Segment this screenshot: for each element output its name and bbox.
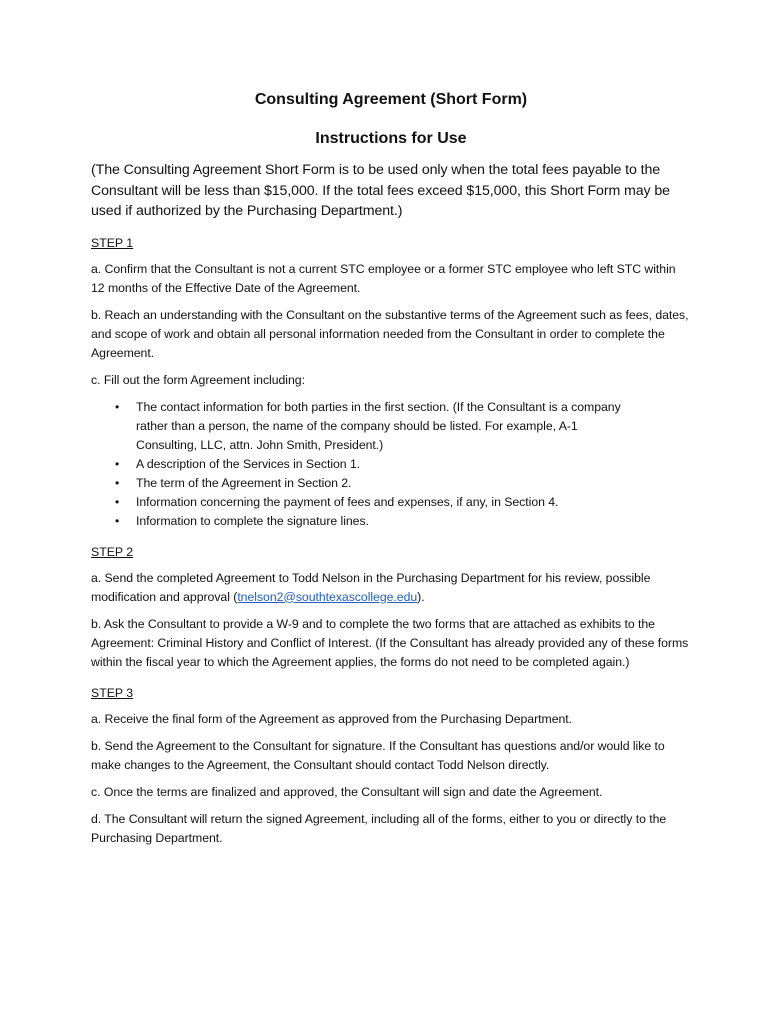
step-2-item-a-tail: ). bbox=[417, 589, 425, 604]
bullet-text: The contact information for both parties in the first section. (If the Consultant is a company rather than a person, the name of the company should be listed. For example, A-1 Consulting, LLC, attn. John Smith, President.) bbox=[136, 399, 621, 452]
bullet-icon: • bbox=[115, 456, 120, 471]
step-3-item-d: d. The Consultant will return the signed Agreement, including all of the forms, either to you or directly to the Purchasing Department. bbox=[91, 811, 667, 845]
bullet-icon: • bbox=[115, 475, 120, 490]
step-2-heading: STEP 2 bbox=[91, 544, 134, 559]
email-link[interactable]: tnelson2@southtexascollege.edu bbox=[237, 589, 418, 604]
step-3-item-a: a. Receive the final form of the Agreement as approved from the Purchasing Department. bbox=[91, 711, 573, 726]
bullet-text: Information to complete the signature lines. bbox=[136, 513, 369, 528]
step-1-heading: STEP 1 bbox=[91, 235, 134, 250]
step-3-item-c: c. Once the terms are finalized and approved, the Consultant will sign and date the Agreement. bbox=[91, 784, 603, 799]
document-title: Consulting Agreement (Short Form) bbox=[254, 91, 528, 108]
bullet-icon: • bbox=[115, 399, 120, 414]
step-1-item-b: b. Reach an understanding with the Consultant on the substantive terms of the Agreement such as fees, dates, and scope of work and obtain all personal information needed from the Consultant in order to complete the Agreement. bbox=[91, 307, 689, 360]
step-2-item-a bbox=[91, 569, 691, 607]
bullet-item bbox=[115, 493, 691, 512]
document-subtitle: Instructions for Use bbox=[315, 130, 467, 147]
bullet-icon: • bbox=[115, 513, 120, 528]
step-1-item-a: a. Confirm that the Consultant is not a current STC employee or a former STC employee who left STC within 12 months of the Effective Date of the Agreement. bbox=[91, 261, 676, 295]
step-2-item-b: b. Ask the Consultant to provide a W-9 and to complete the two forms that are attached as exhibits to the Agreement: Criminal History and Conflict of Interest. (If the Consultant has already provided any of these forms within the fiscal year to which the Agreement applies, the forms do not need to be completed again.) bbox=[91, 616, 689, 669]
step-2-item-a-text: a. Send the completed Agreement to Todd Nelson in the Purchasing Department for his review, possible modification and approval ( bbox=[91, 570, 651, 604]
step-3-heading: STEP 3 bbox=[91, 685, 134, 700]
bullet-text: A description of the Services in Section 1. bbox=[136, 456, 361, 471]
bullet-item bbox=[115, 474, 691, 493]
bullet-item bbox=[115, 455, 691, 474]
step-1-item-c: c. Fill out the form Agreement including: bbox=[91, 372, 305, 387]
step-1-bullet-list bbox=[91, 398, 691, 531]
bullet-icon: • bbox=[115, 494, 120, 509]
intro-paragraph: (The Consulting Agreement Short Form is to be used only when the total fees payable to the Consultant will be less than $15,000. If the total fees exceed $15,000, this Short Form may be used if authorized by the Purchasing Department.) bbox=[91, 162, 670, 219]
bullet-item bbox=[115, 512, 691, 531]
bullet-text: Information concerning the payment of fees and expenses, if any, in Section 4. bbox=[136, 494, 559, 509]
step-3-item-b: b. Send the Agreement to the Consultant for signature. If the Consultant has questions and/or would like to make changes to the Agreement, the Consultant should contact Todd Nelson directly. bbox=[91, 738, 665, 772]
document-page bbox=[91, 90, 691, 848]
bullet-text: The term of the Agreement in Section 2. bbox=[136, 475, 352, 490]
bullet-item bbox=[115, 398, 691, 455]
